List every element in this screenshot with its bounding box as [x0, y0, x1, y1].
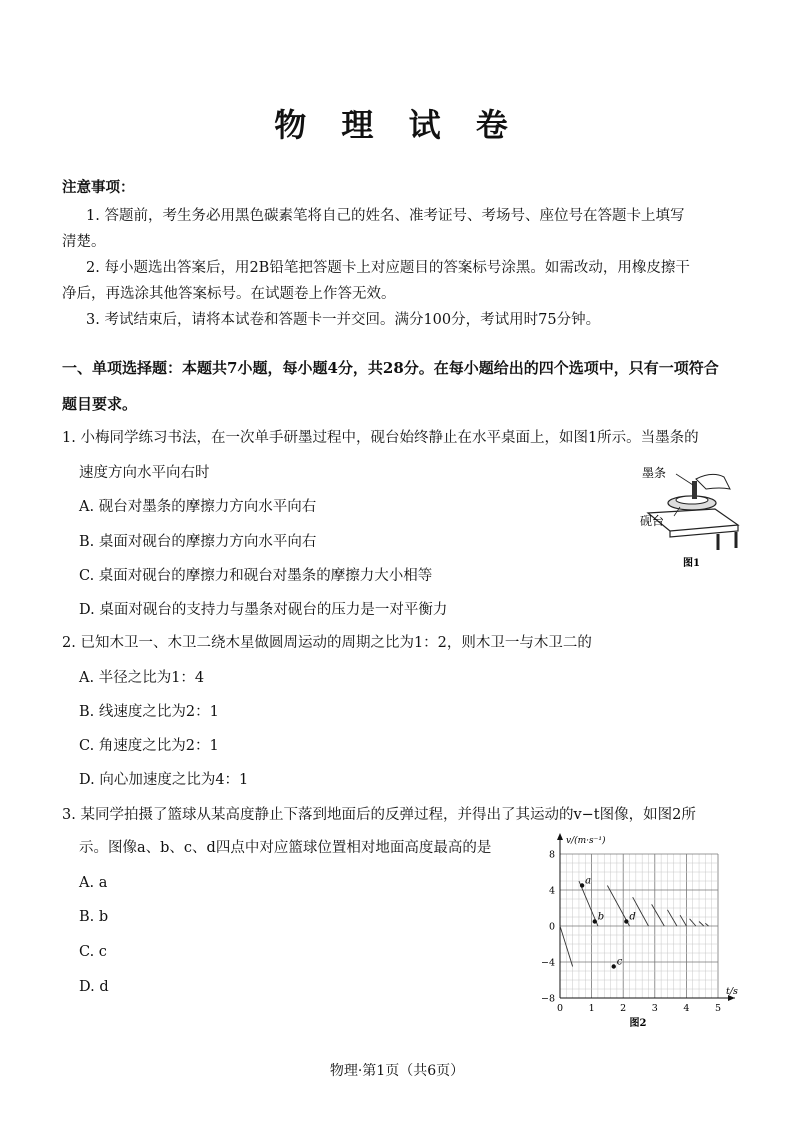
option: B. b [79, 909, 109, 925]
option: A. 半径之比为1：4 [79, 670, 205, 686]
option: B. 线速度之比为2：1 [79, 704, 219, 720]
point-label-d: d [629, 911, 636, 923]
series-segment [705, 923, 708, 926]
x-tick-label: 2 [620, 1003, 627, 1014]
option: A. a [79, 875, 108, 891]
x-tick-label: 4 [683, 1003, 690, 1014]
notice-line: 1. 答题前，考生务必用黑色碳素笔将自己的姓名、准考证号、考场号、座位号在答题卡上填写 [86, 208, 685, 224]
notice-line: 2. 每小题选出答案后，用2B铅笔把答题卡上对应题目的答案标号涂黑。如需改动，用橡皮擦干 [86, 260, 690, 276]
x-tick-label: 1 [588, 1003, 595, 1014]
notice-line: 净后，再选涂其他答案标号。在试题卷上作答无效。 [62, 286, 396, 302]
inkstone-label: 砚台 [640, 514, 665, 528]
series-segment [652, 904, 665, 926]
point-label-a: a [585, 875, 592, 887]
question-stem-cont: 速度方向水平向右时 [79, 465, 210, 481]
y-tick-label: −8 [540, 993, 555, 1005]
notice-line: 清楚。 [62, 234, 106, 250]
x-tick-label: 3 [651, 1003, 658, 1014]
point-label-c: c [616, 956, 623, 968]
series-segment [667, 910, 676, 926]
option: A. 砚台对墨条的摩擦力方向水平向右 [79, 499, 317, 515]
series-segment [699, 922, 704, 927]
point-c [612, 964, 616, 968]
ink-stick-label: 墨条 [642, 466, 667, 480]
y-tick-label: 8 [548, 849, 555, 861]
x-axis-label: t/s [726, 986, 738, 997]
x-tick-label: 5 [714, 1003, 722, 1014]
question-stem: 2. 已知木卫一、木卫二绕木星做圆周运动的周期之比为1：2，则木卫一与木卫二的 [62, 635, 592, 651]
section-heading: 一、单项选择题：本题共7小题，每小题4分，共28分。在每小题给出的四个选项中，只有一项符合 [62, 359, 719, 377]
option: B. 桌面对砚台的摩擦力方向水平向右 [79, 534, 317, 550]
point-d [624, 919, 628, 923]
question-stem: 3. 某同学拍摄了篮球从某高度静止下落到地面后的反弹过程，并得出了其运动的v−t图像，如图2所 [62, 807, 696, 823]
desk-edge [670, 525, 738, 537]
page-title: 物 理 试 卷 [274, 106, 520, 144]
y-tick-label: 4 [548, 885, 555, 897]
y-tick-label: 0 [548, 921, 555, 933]
ink-label-leader [676, 474, 693, 485]
notice-line: 3. 考试结束后，请将本试卷和答题卡一并交回。满分100分，考试用时75分钟。 [86, 312, 601, 328]
question-stem: 1. 小梅同学练习书法，在一次单手研墨过程中，砚台始终静止在水平桌面上，如图1所示。当墨条的 [62, 430, 699, 446]
option: D. d [79, 979, 109, 995]
series-segment [579, 881, 598, 926]
option: C. c [79, 944, 107, 960]
option: D. 向心加速度之比为4：1 [79, 772, 249, 788]
y-tick-label: −4 [540, 957, 555, 969]
x-tick-label: 0 [556, 1003, 564, 1014]
point-a [580, 883, 584, 887]
y-axis-arrow [557, 833, 563, 840]
notice-heading: 注意事项： [62, 179, 135, 196]
page-footer: 物理·第1页（共6页） [329, 1063, 465, 1079]
figure-2-caption: 图2 [629, 1018, 647, 1029]
question-stem-cont: 示。图像a、b、c、d四点中对应篮球位置相对地面高度最高的是 [79, 840, 492, 856]
y-axis-label: v/(m·s⁻¹) [566, 836, 606, 846]
hand [696, 474, 730, 489]
figure-1-caption: 图1 [683, 558, 700, 569]
vt-chart [530, 828, 745, 1033]
section-heading-cont: 题目要求。 [62, 395, 138, 413]
option: C. 角速度之比为2：1 [79, 738, 219, 754]
option: C. 桌面对砚台的摩擦力和砚台对墨条的摩擦力大小相等 [79, 568, 433, 584]
figure-1-inkstone [640, 455, 745, 575]
point-b [593, 919, 597, 923]
option: D. 桌面对砚台的支持力与墨条对砚台的压力是一对平衡力 [79, 602, 448, 618]
ink-stick [692, 481, 697, 499]
point-label-b: b [597, 911, 605, 923]
